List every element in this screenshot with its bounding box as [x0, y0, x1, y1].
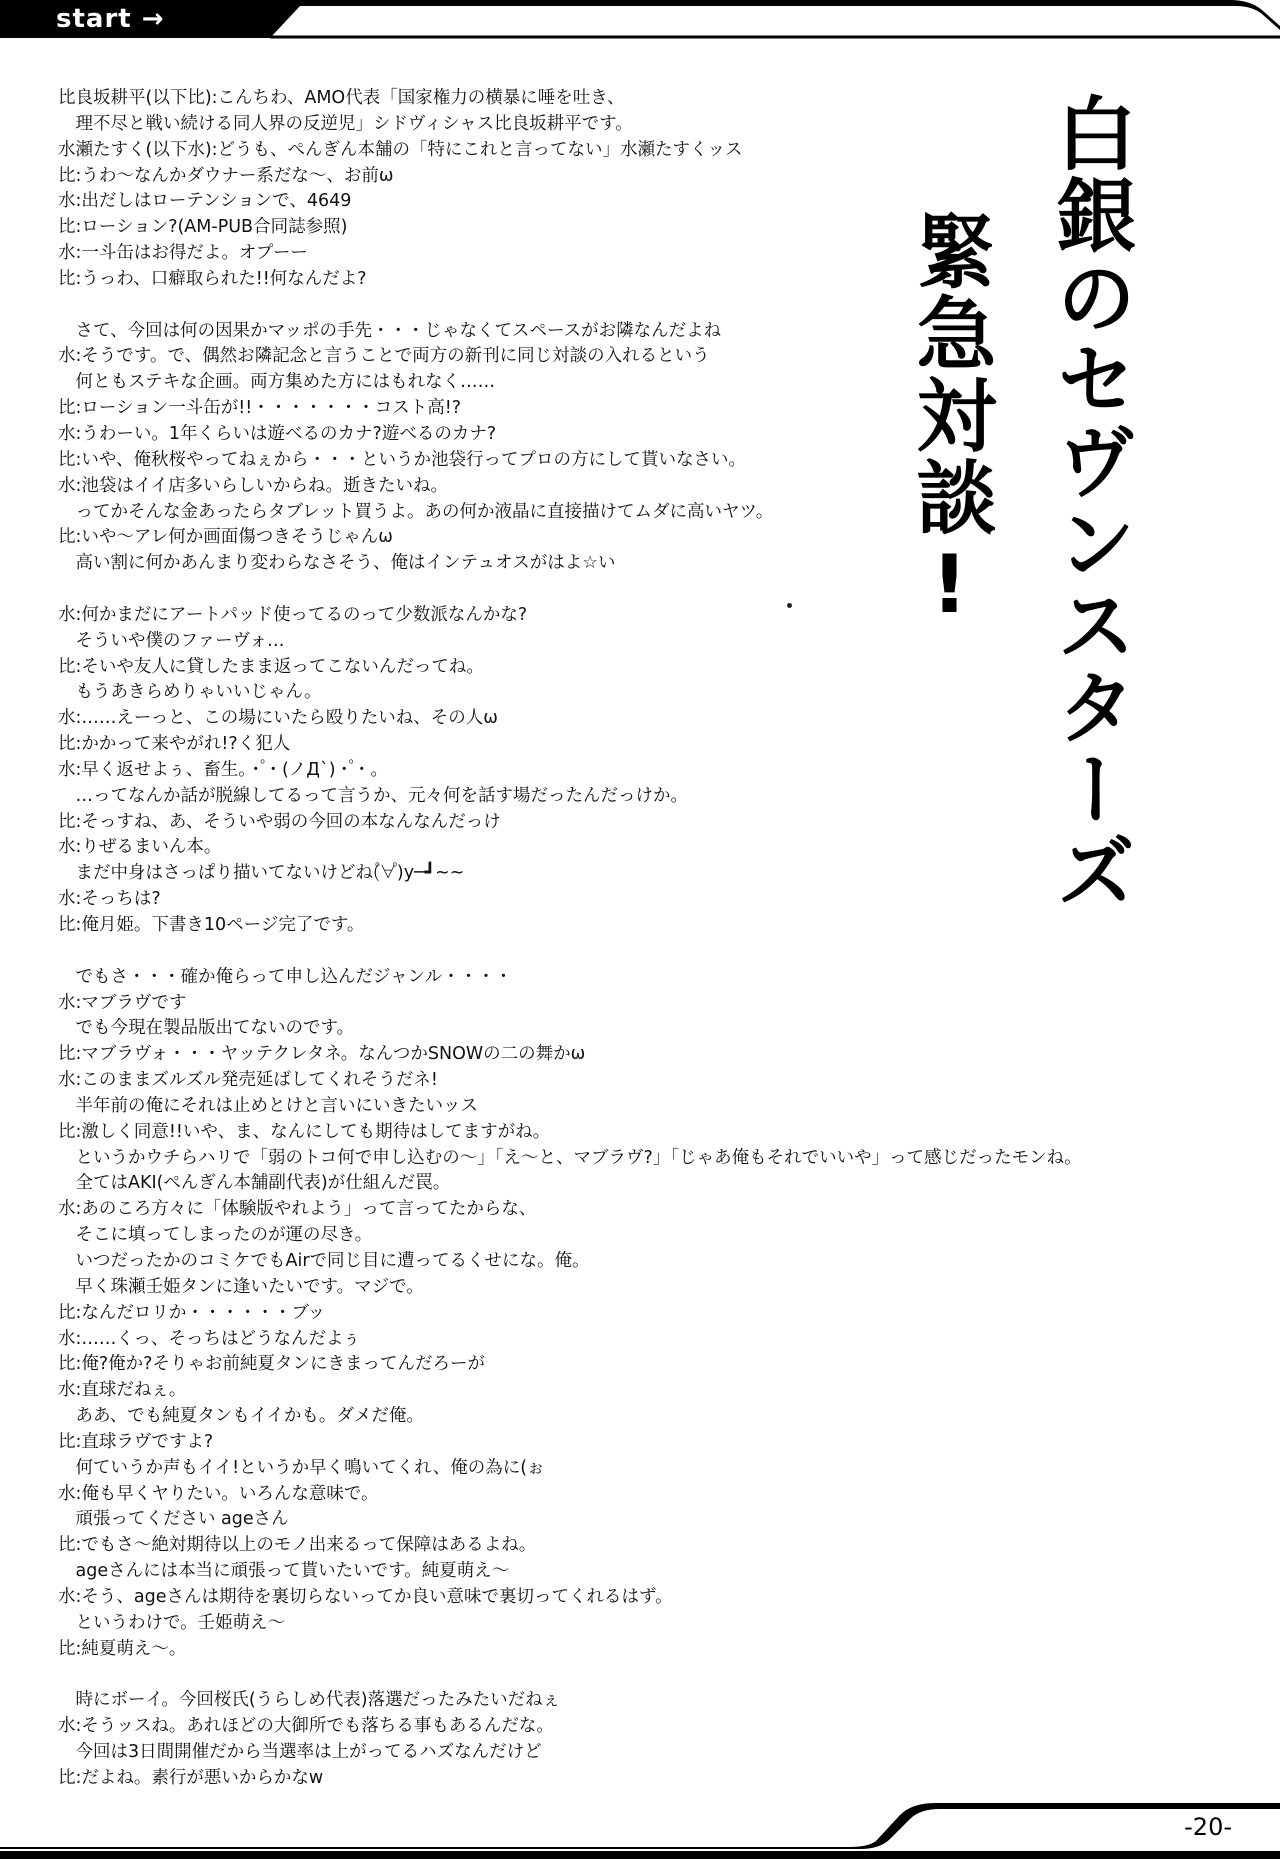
decorative-dot: [787, 603, 792, 608]
dialogue-line: [58, 577, 1238, 603]
title-line-2: 緊急対談!: [903, 210, 996, 633]
dialogue-line: 水:そっちは?: [58, 889, 161, 910]
dialogue-line: でもさ・・・確か俺らって申し込んだジャンル・・・・: [58, 966, 513, 987]
page-number: -20-: [1184, 1813, 1232, 1841]
dialogue-line: 水:出だしはローテンションで、4649: [58, 191, 352, 212]
dialogue-line: 半年前の俺にそれは止めとけと言いにいきたいッス: [58, 1095, 478, 1116]
dialogue-line: もうあきらめりゃいいじゃん。: [58, 682, 322, 703]
dialogue-line: 全てはAKI(ぺんぎん本舗副代表)が仕組んだ罠。: [58, 1173, 451, 1194]
title-line-1: 白銀のセヴンスターズ: [1043, 92, 1136, 912]
dialogue-line: 比:なんだロリか・・・・・・ブッ: [58, 1302, 326, 1323]
dialogue-line: 頑張ってください ageさん: [58, 1509, 289, 1530]
dialogue-line: 比:うわ〜なんかダウナー系だな〜、お前ω: [58, 165, 394, 186]
dialogue-line: 水:うわーい。1年くらいは遊べるのカナ?遊べるのカナ?: [58, 423, 497, 444]
dialogue-line: 時にボーイ。今回桜氏(うらしめ代表)落選だったみたいだねぇ: [58, 1690, 561, 1711]
dialogue-line: 比:激しく同意!!いや、ま、なんにしても期待はしてますがね。: [58, 1121, 551, 1142]
dialogue-text: [58, 86, 1238, 1792]
dialogue-line: 比:いや、俺秋桜やってねぇから・・・というか池袋行ってプロの方にして貰いなさい。: [58, 449, 747, 470]
dialogue-line: さて、今回は何の因果かマッポの手先・・・じゃなくてスペースがお隣なんだよね: [58, 320, 722, 341]
dialogue-line: 比:かかって来やがれ!?く犯人: [58, 734, 291, 755]
dialogue-line: 比:ローション一斗缶が!!・・・・・・・コスト高!?: [58, 398, 462, 419]
dialogue-line: 水:直球だねぇ。: [58, 1380, 187, 1401]
dialogue-line: そこに填ってしまったのが運の尽き。: [58, 1225, 373, 1246]
dialogue-line: 比:でもさ〜絶対期待以上のモノ出来るって保障はあるよね。: [58, 1535, 537, 1556]
dialogue-line: 比:俺月姫。下書き10ページ完了です。: [58, 915, 365, 935]
dialogue-line: いつだったかのコミケでもAirで同じ目に遭ってるくせにな。俺。: [58, 1250, 590, 1271]
dialogue-line: [58, 939, 1238, 965]
dialogue-line: 水:りぜるまいん本。: [58, 837, 222, 858]
dialogue-line: 比:純夏萌え〜。: [58, 1638, 187, 1659]
header-bar-shape: [0, 0, 1280, 40]
dialogue-line: [58, 1662, 1238, 1688]
dialogue-line: そういや僕のファーヴォ…: [58, 630, 285, 651]
dialogue-line: ageさんには本当に頑張って貰いたいです。純夏萌え〜: [58, 1561, 510, 1582]
dialogue-line: 比:ローション?(AM-PUB合同誌参照): [58, 217, 348, 238]
dialogue-line: 何ともステキな企画。両方集めた方にはもれなく……: [58, 372, 496, 393]
dialogue-line: 水:マブラヴです: [58, 992, 187, 1013]
dialogue-line: ああ、でも純夏タンもイイかも。ダメだ俺。: [58, 1406, 424, 1427]
dialogue-line: 今回は3日間開催だから当選率は上がってるハズなんだけど: [58, 1742, 542, 1762]
dialogue-line: 比:だよね。素行が悪いからかなw: [58, 1767, 324, 1788]
dialogue-line: 理不尽と戦い続ける同人界の反逆児」シドヴィシャス比良坂耕平です。: [58, 113, 633, 134]
header-label: start →: [56, 4, 165, 34]
dialogue-line: 水:何かまだにアートパッド使ってるのって少数派なんかな?: [58, 604, 528, 625]
dialogue-line: まだ中身はさっぱり描いてないけどね(゚∀゚)y─┛~~: [58, 863, 465, 884]
dialogue-line: 水:早く返せよぅ、畜生。・゚・(ノД`)・゚・。: [58, 759, 389, 780]
dialogue-line: 高い割に何かあんまり変わらなさそう、俺はインテュオスがはよ☆い: [58, 553, 616, 574]
dialogue-line: 水:……くっ、そっちはどうなんだよぅ: [58, 1328, 361, 1349]
dialogue-line: 水瀬たすく(以下水):どうも、ぺんぎん本舗の「特にこれと言ってない」水瀬たすくッス: [58, 139, 743, 160]
dialogue-line: 水:そうです。で、偶然お隣記念と言うことで両方の新刊に同じ対談の入れるという: [58, 346, 710, 367]
dialogue-line: 比:いや〜アレ何か画面傷つきそうじゃんω: [58, 527, 393, 548]
dialogue-line: 比:直球ラヴですよ?: [58, 1431, 214, 1452]
dialogue-line: 水:あのころ方々に「体験版やれよう」って言ってたからな、: [58, 1199, 537, 1220]
dialogue-line: 水:そう、ageさんは期待を裏切らないってか良い意味で裏切ってくれるはず。: [58, 1586, 673, 1607]
dialogue-line: 比:うっわ、口癖取られた!!何なんだよ?: [58, 268, 367, 289]
dialogue-line: …ってなんか話が脱線してるって言うか、元々何を話す場だったんだっけか。: [58, 785, 688, 806]
footer-bar: [0, 1795, 1280, 1859]
dialogue-line: 水:そうッスね。あれほどの大御所でも落ちる事もあるんだな。: [58, 1716, 554, 1737]
dialogue-line: 早く珠瀬壬姫タンに逢いたいです。マジで。: [58, 1276, 424, 1297]
dialogue-line: 比良坂耕平(以下比):こんちわ、AMO代表「国家権力の横暴に唾を吐き、: [58, 88, 625, 108]
dialogue-line: でも今現在製品版出てないのです。: [58, 1018, 355, 1039]
dialogue-line: 比:マブラヴォ・・・ヤッテクレタネ。なんつかSNOWの二の舞かω: [58, 1044, 586, 1065]
dialogue-line: というかウチらハリで「弱のトコ何で申し込むの〜」「え〜と、マブラヴ?」「じゃあ俺もそれでいいや」って感じだったモンね。: [58, 1147, 1082, 1168]
dialogue-line: というわけで。壬姫萌え〜: [58, 1612, 286, 1633]
dialogue-line: 比:そいや友人に貸したまま返ってこないんだってね。: [58, 656, 484, 677]
dialogue-line: 水:俺も早くヤりたい。いろんな意味で。: [58, 1483, 379, 1504]
dialogue-line: [58, 293, 1238, 319]
dialogue-line: 比:そっすね、あ、そういや弱の今回の本なんなんだっけ: [58, 811, 501, 832]
dialogue-line: 何ていうか声もイイ!というか早く鳴いてくれ、俺の為に(ぉ: [58, 1457, 545, 1478]
dialogue-line: 水:このままズルズル発売延ばしてくれそうだネ!: [58, 1070, 438, 1091]
dialogue-line: ってかそんな金あったらタブレット買うよ。あの何か液晶に直接描けてムダに高いヤツ。: [58, 501, 774, 522]
dialogue-line: 水:……えーっと、この場にいたら殴りたいね、その人ω: [58, 708, 498, 729]
footer-bar-shape: [0, 1795, 1280, 1859]
dialogue-line: 比:俺?俺か?そりゃお前純夏タンにきまってんだろーが: [58, 1354, 485, 1375]
dialogue-line: 水:池袋はイイ店多いらしいからね。逝きたいね。: [58, 475, 449, 496]
dialogue-line: 水:一斗缶はお得だよ。オプーー: [58, 243, 308, 264]
header-bar: [0, 0, 1280, 40]
